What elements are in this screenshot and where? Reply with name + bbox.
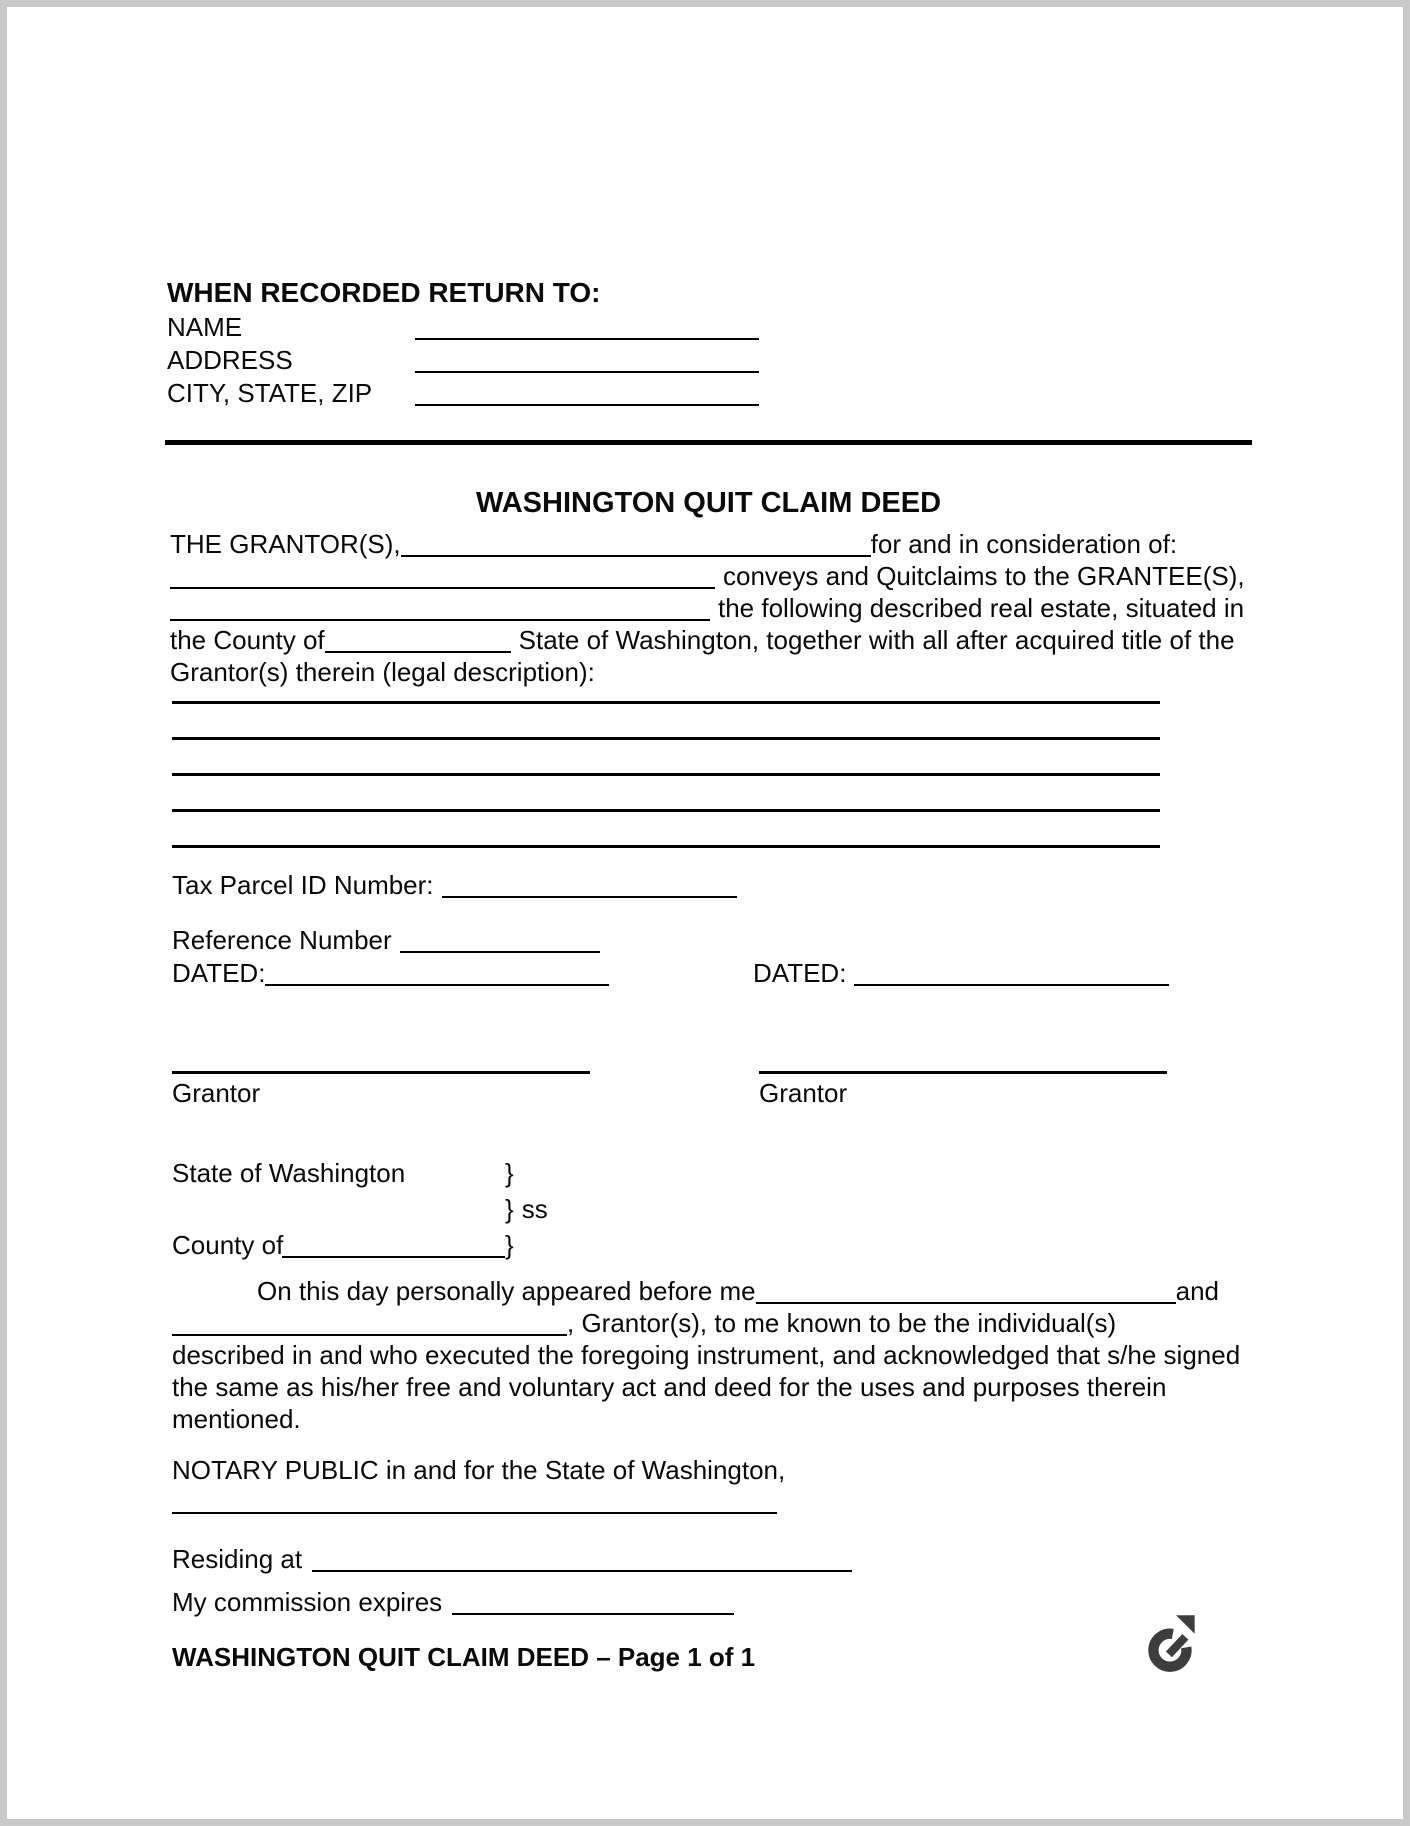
grantor-right-signature-line[interactable] — [759, 1071, 1167, 1074]
notary-line4: the same as his/her free and voluntary act and deed for the uses and purposes therein — [172, 1372, 1167, 1402]
tax-parcel-row — [172, 869, 737, 901]
dated-left-blank[interactable] — [265, 984, 609, 986]
ss-label: ss — [521, 1194, 548, 1224]
notary-line5: mentioned. — [172, 1404, 301, 1434]
grantor-left-signature-line[interactable] — [172, 1071, 590, 1074]
dated-right-row — [753, 957, 1169, 989]
state-of-washington-label: State of Washington — [172, 1158, 406, 1188]
legal-description-line-1[interactable] — [172, 701, 1160, 704]
grantor-line5: Grantor(s) therein (legal description): — [170, 657, 595, 687]
residing-row — [172, 1543, 852, 1575]
reference-row — [172, 924, 600, 956]
brace-1: } — [505, 1158, 514, 1188]
grantor-paragraph — [170, 528, 1245, 688]
reference-blank[interactable] — [400, 951, 600, 953]
address-blank-line[interactable] — [415, 371, 759, 373]
legal-description-line-4[interactable] — [172, 809, 1160, 812]
name-label: NAME — [167, 312, 243, 342]
grantor-line4-pre: the County of — [170, 625, 325, 655]
county-of-label: County of — [172, 1230, 284, 1260]
county-blank[interactable] — [325, 651, 511, 653]
city-state-zip-label: CITY, STATE, ZIP — [167, 378, 373, 408]
tax-parcel-label: Tax Parcel ID Number: — [172, 870, 434, 900]
grantor-line4-post: State of Washington, together with all after acquired title of the — [518, 625, 1235, 655]
dated-right-label: DATED: — [753, 958, 847, 988]
residing-blank[interactable] — [312, 1570, 852, 1572]
external-link-icon[interactable] — [1147, 1609, 1199, 1675]
tax-parcel-blank[interactable] — [442, 896, 737, 898]
residing-label: Residing at — [172, 1544, 303, 1574]
grantor-right-signer-label: Grantor — [759, 1078, 848, 1108]
appeared-name-blank-2[interactable] — [172, 1334, 567, 1336]
grantor-line2-post: conveys and Quitclaims to the GRANTEE(S), — [723, 561, 1245, 591]
notary-signature-line[interactable] — [172, 1512, 777, 1514]
dated-left-label: DATED: — [172, 958, 266, 988]
notary-line3: described in and who executed the foregoing instrument, and acknowledged that s/he signed — [172, 1340, 1241, 1370]
city-state-zip-blank-line[interactable] — [415, 404, 759, 406]
brace-2: } — [505, 1194, 514, 1224]
grantor-line1-post: for and in consideration of: — [870, 529, 1178, 559]
notary-public-statement: NOTARY PUBLIC in and for the State of Washington, — [172, 1455, 786, 1485]
dated-left-row — [172, 957, 609, 989]
legal-description-line-3[interactable] — [172, 773, 1160, 776]
grantee-blank[interactable] — [170, 619, 710, 621]
grantor-name-blank[interactable] — [401, 555, 871, 557]
notary-line2-post: , Grantor(s), to me known to be the individual(s) — [567, 1308, 1117, 1338]
dated-right-blank[interactable] — [854, 984, 1169, 986]
consideration-blank[interactable] — [170, 587, 715, 589]
return-to-block — [167, 275, 759, 410]
commission-row — [172, 1586, 734, 1618]
footer-title: WASHINGTON QUIT CLAIM DEED – Page 1 of 1 — [172, 1642, 756, 1672]
notary-paragraph — [172, 1275, 1241, 1435]
notary-line1-post: and — [1175, 1276, 1220, 1306]
acknowledgment-block — [172, 1157, 548, 1265]
grantor-line1-pre: THE GRANTOR(S), — [170, 529, 401, 559]
county-of-blank[interactable] — [282, 1256, 505, 1258]
brace-3: } — [505, 1230, 514, 1260]
section-divider-rule — [165, 440, 1252, 445]
legal-description-line-2[interactable] — [172, 737, 1160, 740]
reference-label: Reference Number — [172, 925, 392, 955]
commission-blank[interactable] — [452, 1613, 734, 1615]
commission-label: My commission expires — [172, 1587, 443, 1617]
notary-line1-pre: On this day personally appeared before me — [257, 1276, 756, 1306]
grantor-line3-post: the following described real estate, situated in — [718, 593, 1245, 623]
address-label: ADDRESS — [167, 345, 293, 375]
legal-description-line-5[interactable] — [172, 845, 1160, 848]
page-title: WASHINGTON QUIT CLAIM DEED — [475, 487, 942, 519]
return-to-heading: WHEN RECORDED RETURN TO: — [167, 277, 601, 308]
appeared-name-blank-1[interactable] — [756, 1302, 1176, 1304]
name-blank-line[interactable] — [415, 338, 759, 340]
grantor-left-signer-label: Grantor — [172, 1078, 261, 1108]
